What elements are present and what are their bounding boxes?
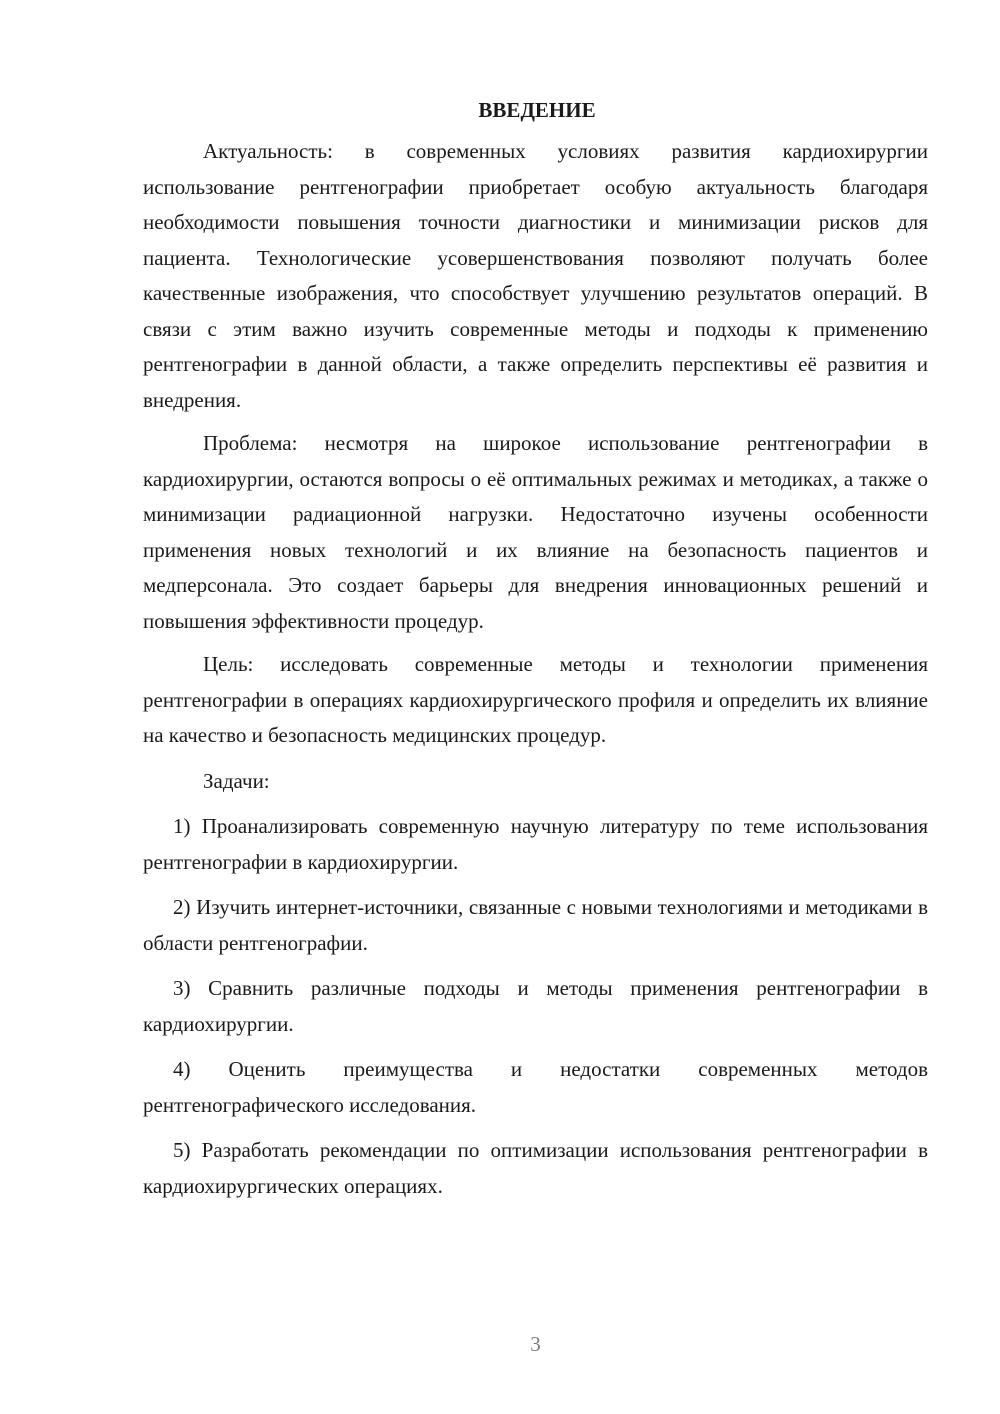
task-item: 1) Проанализировать современную научную литературу по теме использования рентгенографии в кардиохирургии. (143, 814, 928, 874)
task-item: 4) Оценить преимущества и недостатки современных методов рентгенографического исследования. (143, 1057, 928, 1117)
task-item: 2) Изучить интернет-источники, связанные с новыми технологиями и методиками в области рентгенографии. (143, 895, 928, 955)
goal-paragraph: Цель: исследовать современные методы и технологии применения рентгенографии в операциях кардиохирургического профиля и определить их влияние на качество и безопасность медицинских процедур. (143, 652, 928, 747)
task-item: 5) Разработать рекомендации по оптимизации использования рентгенографии в кардиохирургических операциях. (143, 1138, 928, 1198)
section-title: ВВЕДЕНИЕ (478, 98, 596, 122)
page-number: 3 (530, 1332, 541, 1356)
task-item: 3) Сравнить различные подходы и методы применения рентгенографии в кардиохирургии. (143, 976, 928, 1036)
problem-paragraph: Проблема: несмотря на широкое использование рентгенографии в кардиохирургии, остаются вопросы о её оптимальных режимах и методиках, а также о минимизации радиационной нагрузки. Недостаточно изучены особенности применения новых технологий и их влияние на безопасность пациентов и медперсонала. Это создает барьеры для внедрения инновационных решений и повышения эффективности процедур. (143, 431, 928, 633)
relevance-paragraph: Актуальность: в современных условиях развития кардиохирургии использование рентгенографии приобретает особую актуальность благодаря необходимости повышения точности диагностики и минимизации рисков для пациента. Технологические усовершенствования позволяют получать более качественные изображения, что способствует улучшению результатов операций. В связи с этим важно изучить современные методы и подходы к применению рентгенографии в данной области, а также определить перспективы её развития и внедрения. (143, 139, 928, 412)
tasks-label: Задачи: (203, 768, 270, 793)
document-page (143, 92, 928, 1204)
